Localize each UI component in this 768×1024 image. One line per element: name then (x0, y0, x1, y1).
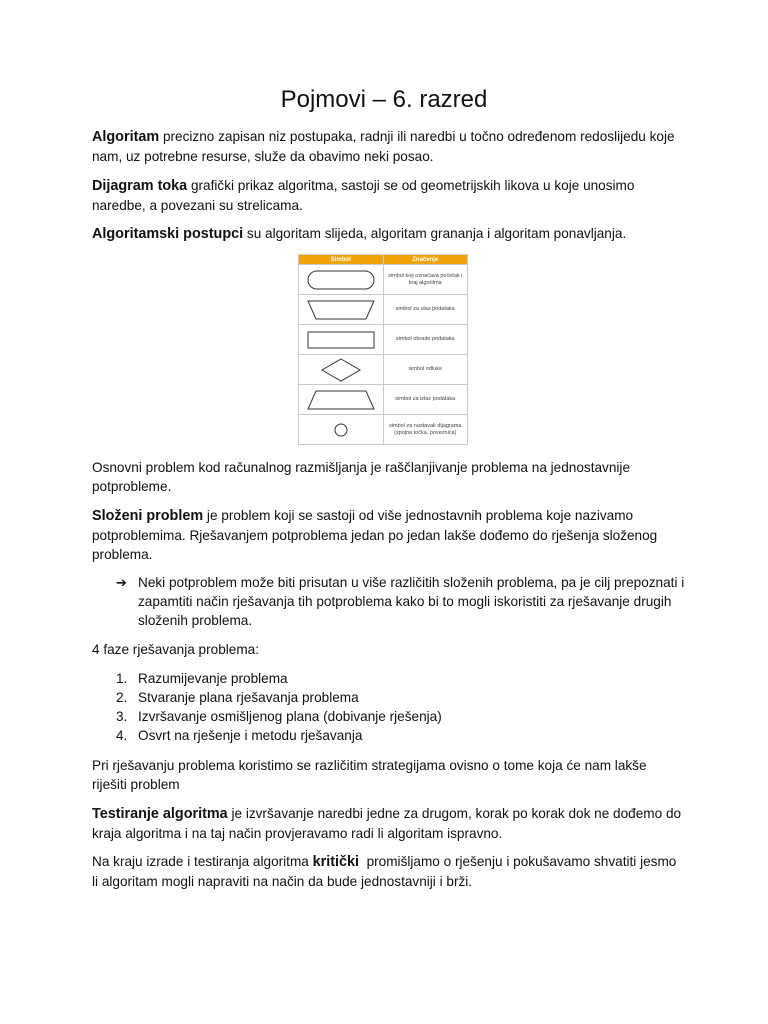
table-header-symbol: Simbol (299, 255, 384, 265)
definition-dijagram-toka: grafički prikaz algoritma, sastoji se od geometrijskih likova u koje unosimo naredbe, a povezani su strelicama. (92, 178, 635, 213)
table-row (299, 265, 468, 295)
symbol-meaning: simbol koji označava početak i kraj algoritma (383, 265, 468, 295)
list-item: 3. Izvršavanje osmišljenog plana (dobivanje rješenja) (116, 709, 442, 724)
definition-algoritamski-postupci: su algoritam slijeda, algoritam grananja i algoritam ponavljanja. (243, 226, 627, 241)
phases-intro: 4 faze rješavanja problema: (92, 642, 259, 657)
symbol-meaning: simbol za nastavak dijagrama (spojna točka, poveznica) (383, 415, 468, 445)
connector-circle-icon (299, 415, 384, 445)
paragraph-algoritamski-postupci (92, 224, 682, 244)
arrow-list-text: Neki potproblem može biti prisutan u više različitih složenih problema, pa je cilj prepoznati i zapamtiti način rješavanja tih potproblema kako bi to mogli iskoristiti za rješavanje drugih složenih problema. (138, 575, 685, 628)
phases-list (116, 669, 676, 745)
paragraph-kriticki: Na kraju izrade i testiranja algoritma kritički promišljamo o rješenju i pokušavamo shvatiti jesmo li algoritam mogli napraviti na način da bude jednostavniji i brži. (92, 854, 681, 889)
paragraph-osnovni-problem: Osnovni problem kod računalnog razmišljanja je raščlanjivanje problema na jednostavnije potprobleme. (92, 460, 631, 494)
definition-algoritam: precizno zapisan niz postupaka, radnji ili naredbi u točno određenom redoslijedu koje nam, uz potrebne resurse, služe da obavimo neki posao. (92, 129, 675, 164)
table-header-meaning: Značenje (383, 255, 468, 265)
table-row (299, 355, 468, 385)
table-row (299, 415, 468, 445)
term-algoritamski-postupci: Algoritamski postupci (92, 226, 244, 242)
list-item: 4. Osvrt na rješenje i metodu rješavanja (116, 728, 363, 743)
term-kriticki: kritički (312, 854, 360, 870)
arrow-right-icon: ➔ (116, 575, 127, 590)
paragraph-algoritam (92, 127, 682, 166)
symbol-meaning: simbol za ulaz podataka (383, 295, 468, 325)
term-dijagram-toka: Dijagram toka (92, 178, 188, 194)
process-rectangle-icon (299, 325, 384, 355)
list-item: 2. Stvaranje plana rješavanja problema (116, 690, 359, 705)
list-item: 1. Razumijevanje problema (116, 671, 288, 686)
paragraph-strategije: Pri rješavanju problema koristimo se različitim strategijama ovisno o tome koja će nam lakše riješiti problem (92, 758, 647, 792)
symbol-meaning: simbol odluke (383, 355, 468, 385)
flowchart-symbol-table (298, 254, 468, 445)
definition-slozeni-problem: je problem koji se sastoji od više jednostavnih problema koje nazivamo potproblemima. Rješavanjem potproblema jedan po jedan lakše dođemo do rješenja složenog problema. (92, 508, 658, 562)
terminator-symbol-icon (299, 265, 384, 295)
symbol-meaning: simbol za izlaz podataka (383, 385, 468, 415)
term-algoritam: Algoritam (92, 129, 160, 145)
output-parallelogram-icon (299, 385, 384, 415)
table-row (299, 325, 468, 355)
definition-testiranje: je izvršavanje naredbi jedne za drugom, korak po korak dok ne dođemo do kraja algoritma i na taj način provjeravamo radi li algoritam ispravno. (92, 806, 682, 841)
paragraph-slozeni-problem (92, 506, 682, 564)
table-row (299, 385, 468, 415)
input-trapezoid-icon (299, 295, 384, 325)
table-row (299, 295, 468, 325)
paragraph-testiranje (92, 804, 682, 843)
term-slozeni-problem: Složeni problem (92, 508, 204, 524)
page-title: Pojmovi – 6. razred (280, 86, 488, 113)
symbol-meaning: simbol obrade podataka (383, 325, 468, 355)
paragraph-dijagram-toka (92, 176, 682, 215)
decision-diamond-icon (299, 355, 384, 385)
term-testiranje-algoritma: Testiranje algoritma (92, 806, 228, 822)
